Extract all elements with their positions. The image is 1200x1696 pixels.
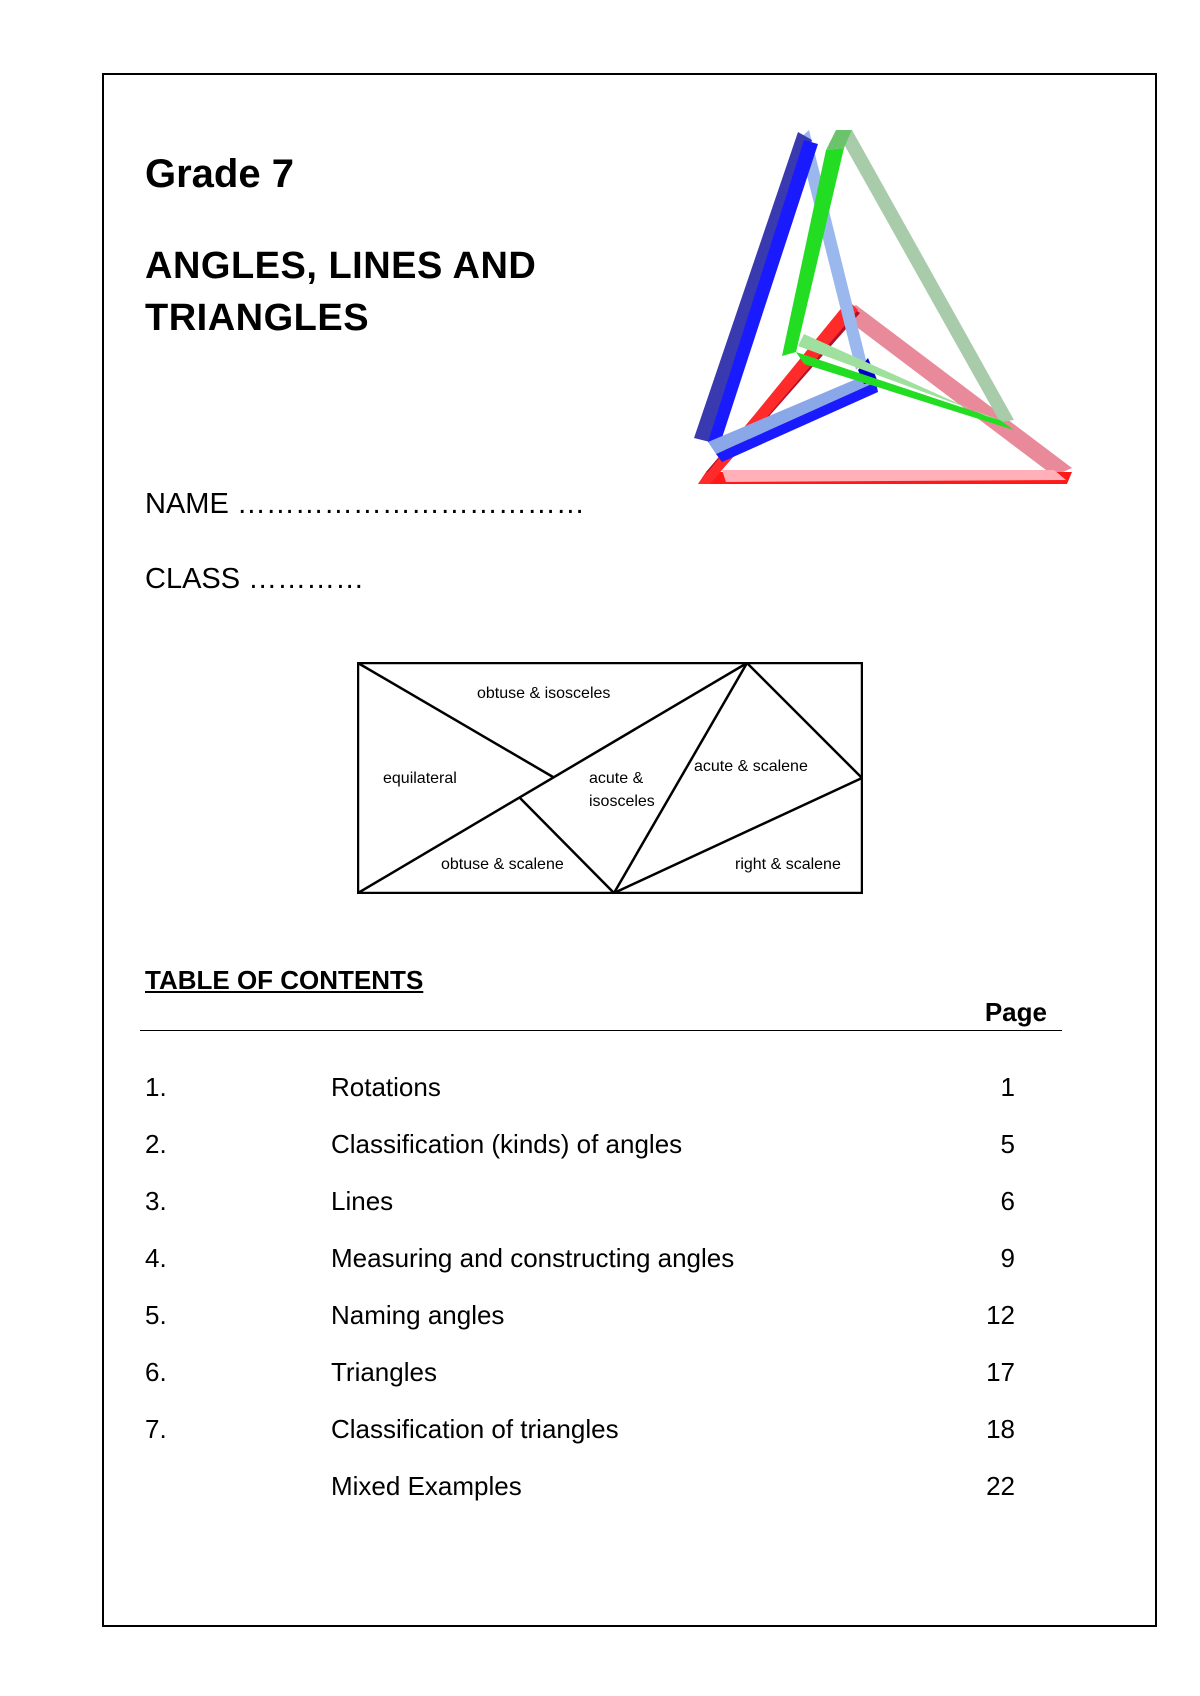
toc-number: 3.	[145, 1186, 167, 1216]
toc-number: 6.	[145, 1357, 167, 1387]
toc-label: Naming angles	[331, 1300, 505, 1330]
label-acute-isosceles-2: isosceles	[589, 793, 655, 810]
toc-row	[145, 1243, 1015, 1300]
label-obtuse-isosceles: obtuse & isosceles	[477, 685, 611, 702]
label-acute-isosceles-1: acute &	[589, 770, 644, 787]
table-of-contents-heading: TABLE OF CONTENTS	[145, 965, 424, 995]
toc-label: Triangles	[331, 1357, 437, 1387]
page-column-heading: Page	[984, 997, 1047, 1027]
toc-page: 9	[1000, 1243, 1015, 1273]
toc-row	[145, 1414, 1015, 1471]
interlocking-triangles-logo	[686, 120, 1106, 490]
toc-label: Rotations	[331, 1072, 441, 1102]
toc-label: Measuring and constructing angles	[331, 1243, 735, 1273]
toc-row	[145, 1072, 1015, 1129]
toc-row	[145, 1471, 1015, 1528]
toc-label: Classification (kinds) of angles	[331, 1129, 683, 1159]
toc-page: 12	[986, 1300, 1015, 1330]
toc-row	[145, 1357, 1015, 1414]
toc-row	[145, 1186, 1015, 1243]
label-acute-scalene: acute & scalene	[694, 758, 808, 775]
toc-page: 1	[1000, 1072, 1015, 1102]
title-line-2: TRIANGLES	[145, 297, 370, 339]
toc-row	[145, 1129, 1015, 1186]
toc-number: 1.	[145, 1072, 167, 1102]
label-obtuse-scalene: obtuse & scalene	[441, 856, 564, 873]
toc-label: Lines	[331, 1186, 394, 1216]
toc-page: 6	[1000, 1186, 1015, 1216]
toc-page: 18	[986, 1414, 1015, 1444]
toc-divider	[140, 1030, 1062, 1031]
title-line-1: ANGLES, LINES AND	[145, 245, 537, 287]
grade-heading: Grade 7	[145, 152, 294, 196]
toc-label: Mixed Examples	[331, 1471, 522, 1501]
toc-number: 2.	[145, 1129, 167, 1159]
triangle-classification-diagram	[357, 662, 863, 894]
toc-page: 5	[1000, 1129, 1015, 1159]
toc-number: 4.	[145, 1243, 167, 1273]
toc-number: 5.	[145, 1300, 167, 1330]
blue-triangle	[694, 130, 878, 462]
toc-label: Classification of triangles	[331, 1414, 619, 1444]
toc-page: 17	[986, 1357, 1015, 1387]
toc-row	[145, 1300, 1015, 1357]
toc-page: 22	[986, 1471, 1015, 1501]
toc-number: 7.	[145, 1414, 167, 1444]
name-field: NAME ………………………………	[145, 488, 585, 520]
label-equilateral: equilateral	[383, 770, 457, 787]
table-of-contents	[145, 1072, 1015, 1528]
class-field: CLASS …………	[145, 563, 365, 595]
document-title	[145, 240, 536, 344]
label-right-scalene: right & scalene	[735, 856, 841, 873]
